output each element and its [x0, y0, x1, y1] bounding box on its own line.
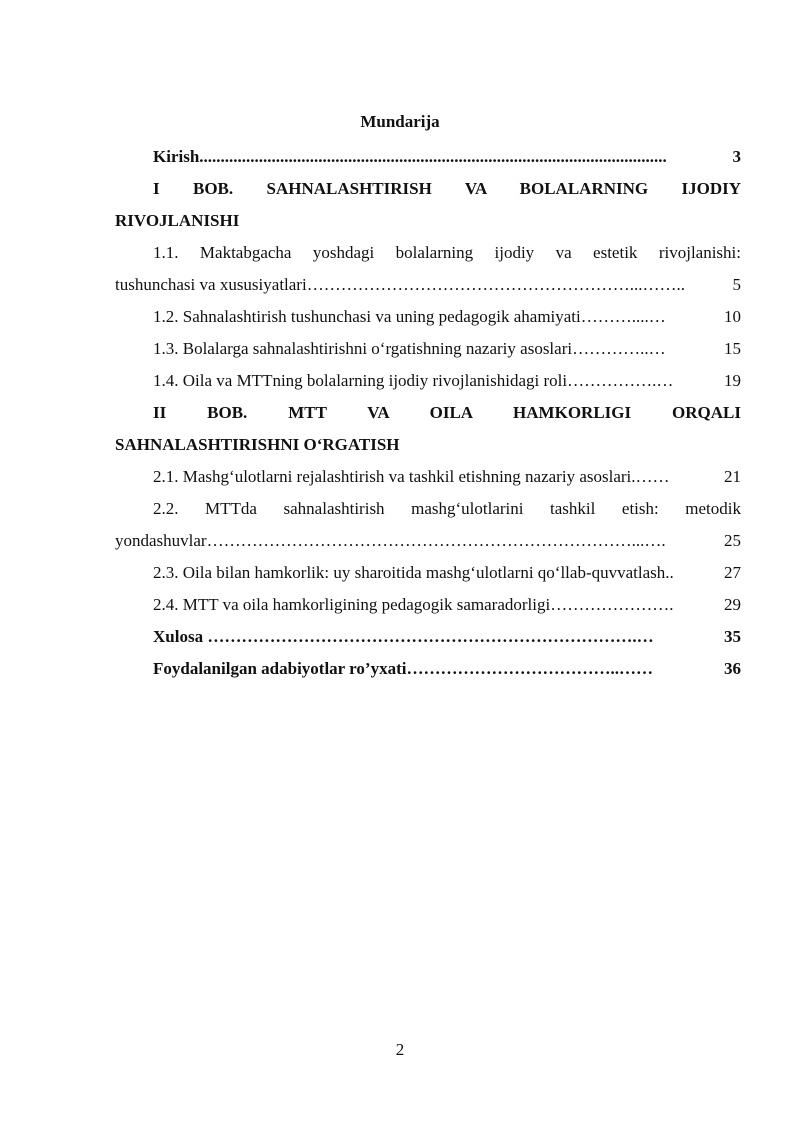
chapter-heading-line1: II BOB. MTT VA OILA HAMKORLIGI ORQALI: [153, 403, 741, 422]
toc-page-number: 19: [724, 371, 741, 390]
toc-page-number: 35: [724, 627, 741, 646]
toc-page-number: 10: [724, 307, 741, 326]
toc-page-number: 21: [724, 467, 741, 486]
toc-title: Mundarija: [360, 112, 440, 131]
toc-entry-label: Foydalanilgan adabiyotlar ro’yxati: [153, 659, 407, 678]
toc-entry-label-continued: yondashuvlar: [115, 531, 207, 550]
toc-chapter-1: [115, 173, 741, 237]
toc-entry-label: Xulosa: [153, 627, 208, 646]
chapter-heading-line1: I BOB. SAHNALASHTIRISH VA BOLALARNING IJODIY: [153, 179, 741, 198]
toc-leader-dots: …………..…: [572, 339, 666, 358]
toc-leader-dots: ..............................................................................................................: [199, 147, 667, 166]
toc-entry-2-3: [115, 557, 741, 589]
toc-page-number: 27: [724, 563, 741, 582]
toc-entry-references: [115, 653, 741, 685]
toc-leader-dots: …………………………………………………...……..: [306, 275, 685, 294]
toc-entry-label: 2.3. Oila bilan hamkorlik: uy sharoitida mashg‘ulotlarni qo‘llab-quvvatlash: [153, 563, 666, 582]
toc-entry-label: 2.2. MTTda sahnalashtirish mashg‘ulotlarini tashkil etish: metodik: [153, 499, 741, 518]
toc-entry-label: 1.1. Maktabgacha yoshdagi bolalarning ijodiy va estetik rivojlanishi:: [153, 243, 741, 262]
chapter-heading-line2: SAHNALASHTIRISHNI O‘RGATISH: [115, 435, 400, 454]
toc-entry-1-3: [115, 333, 741, 365]
toc-entry-1-1: [115, 237, 741, 301]
table-of-contents: [115, 141, 741, 685]
toc-entry-label: 2.4. MTT va oila hamkorligining pedagogik samaradorligi: [153, 595, 551, 614]
toc-entry-1-4: [115, 365, 741, 397]
toc-entry-label: 2.1. Mashg‘ulotlarni rejalashtirish va tashkil etishning nazariy asoslari: [153, 467, 632, 486]
toc-leader-dots: …………….…: [567, 371, 674, 390]
toc-page-number: 15: [724, 339, 741, 358]
toc-entry-label: 1.2. Sahnalashtirish tushunchasi va uning pedagogik ahamiyati: [153, 307, 581, 326]
toc-leader-dots: ………………….: [550, 595, 674, 614]
toc-leader-dots: …………………………………………………………………...….: [206, 531, 666, 550]
toc-page-number: 36: [724, 659, 741, 678]
toc-chapter-2: [115, 397, 741, 461]
page-number: 2: [395, 1040, 405, 1059]
toc-entry-intro: [115, 141, 741, 173]
toc-leader-dots: ………....…: [580, 307, 666, 326]
toc-leader-dots: ..: [665, 563, 674, 582]
toc-page-number: 5: [732, 275, 741, 294]
toc-page-number: 25: [724, 531, 741, 550]
toc-leader-dots: ………………………………..……: [406, 659, 653, 678]
toc-leader-dots: .……: [631, 467, 670, 486]
toc-page-number: 29: [724, 595, 741, 614]
toc-page-number: 3: [732, 147, 741, 166]
toc-entry-2-2: [115, 493, 741, 557]
toc-entry-2-4: [115, 589, 741, 621]
toc-entry-label-continued: tushunchasi va xususiyatlari: [115, 275, 307, 294]
chapter-heading-line2: RIVOJLANISHI: [115, 211, 240, 230]
toc-entry-label: 1.4. Oila va MTTning bolalarning ijodiy rivojlanishidagi roli: [153, 371, 568, 390]
toc-entry-label: 1.3. Bolalarga sahnalashtirishni o‘rgatishning nazariy asoslari: [153, 339, 573, 358]
toc-entry-conclusion: [115, 621, 741, 653]
toc-entry-label: Kirish: [153, 147, 200, 166]
toc-entry-1-2: [115, 301, 741, 333]
toc-leader-dots: ………………………………………………………………….…: [207, 627, 654, 646]
toc-entry-2-1: [115, 461, 741, 493]
